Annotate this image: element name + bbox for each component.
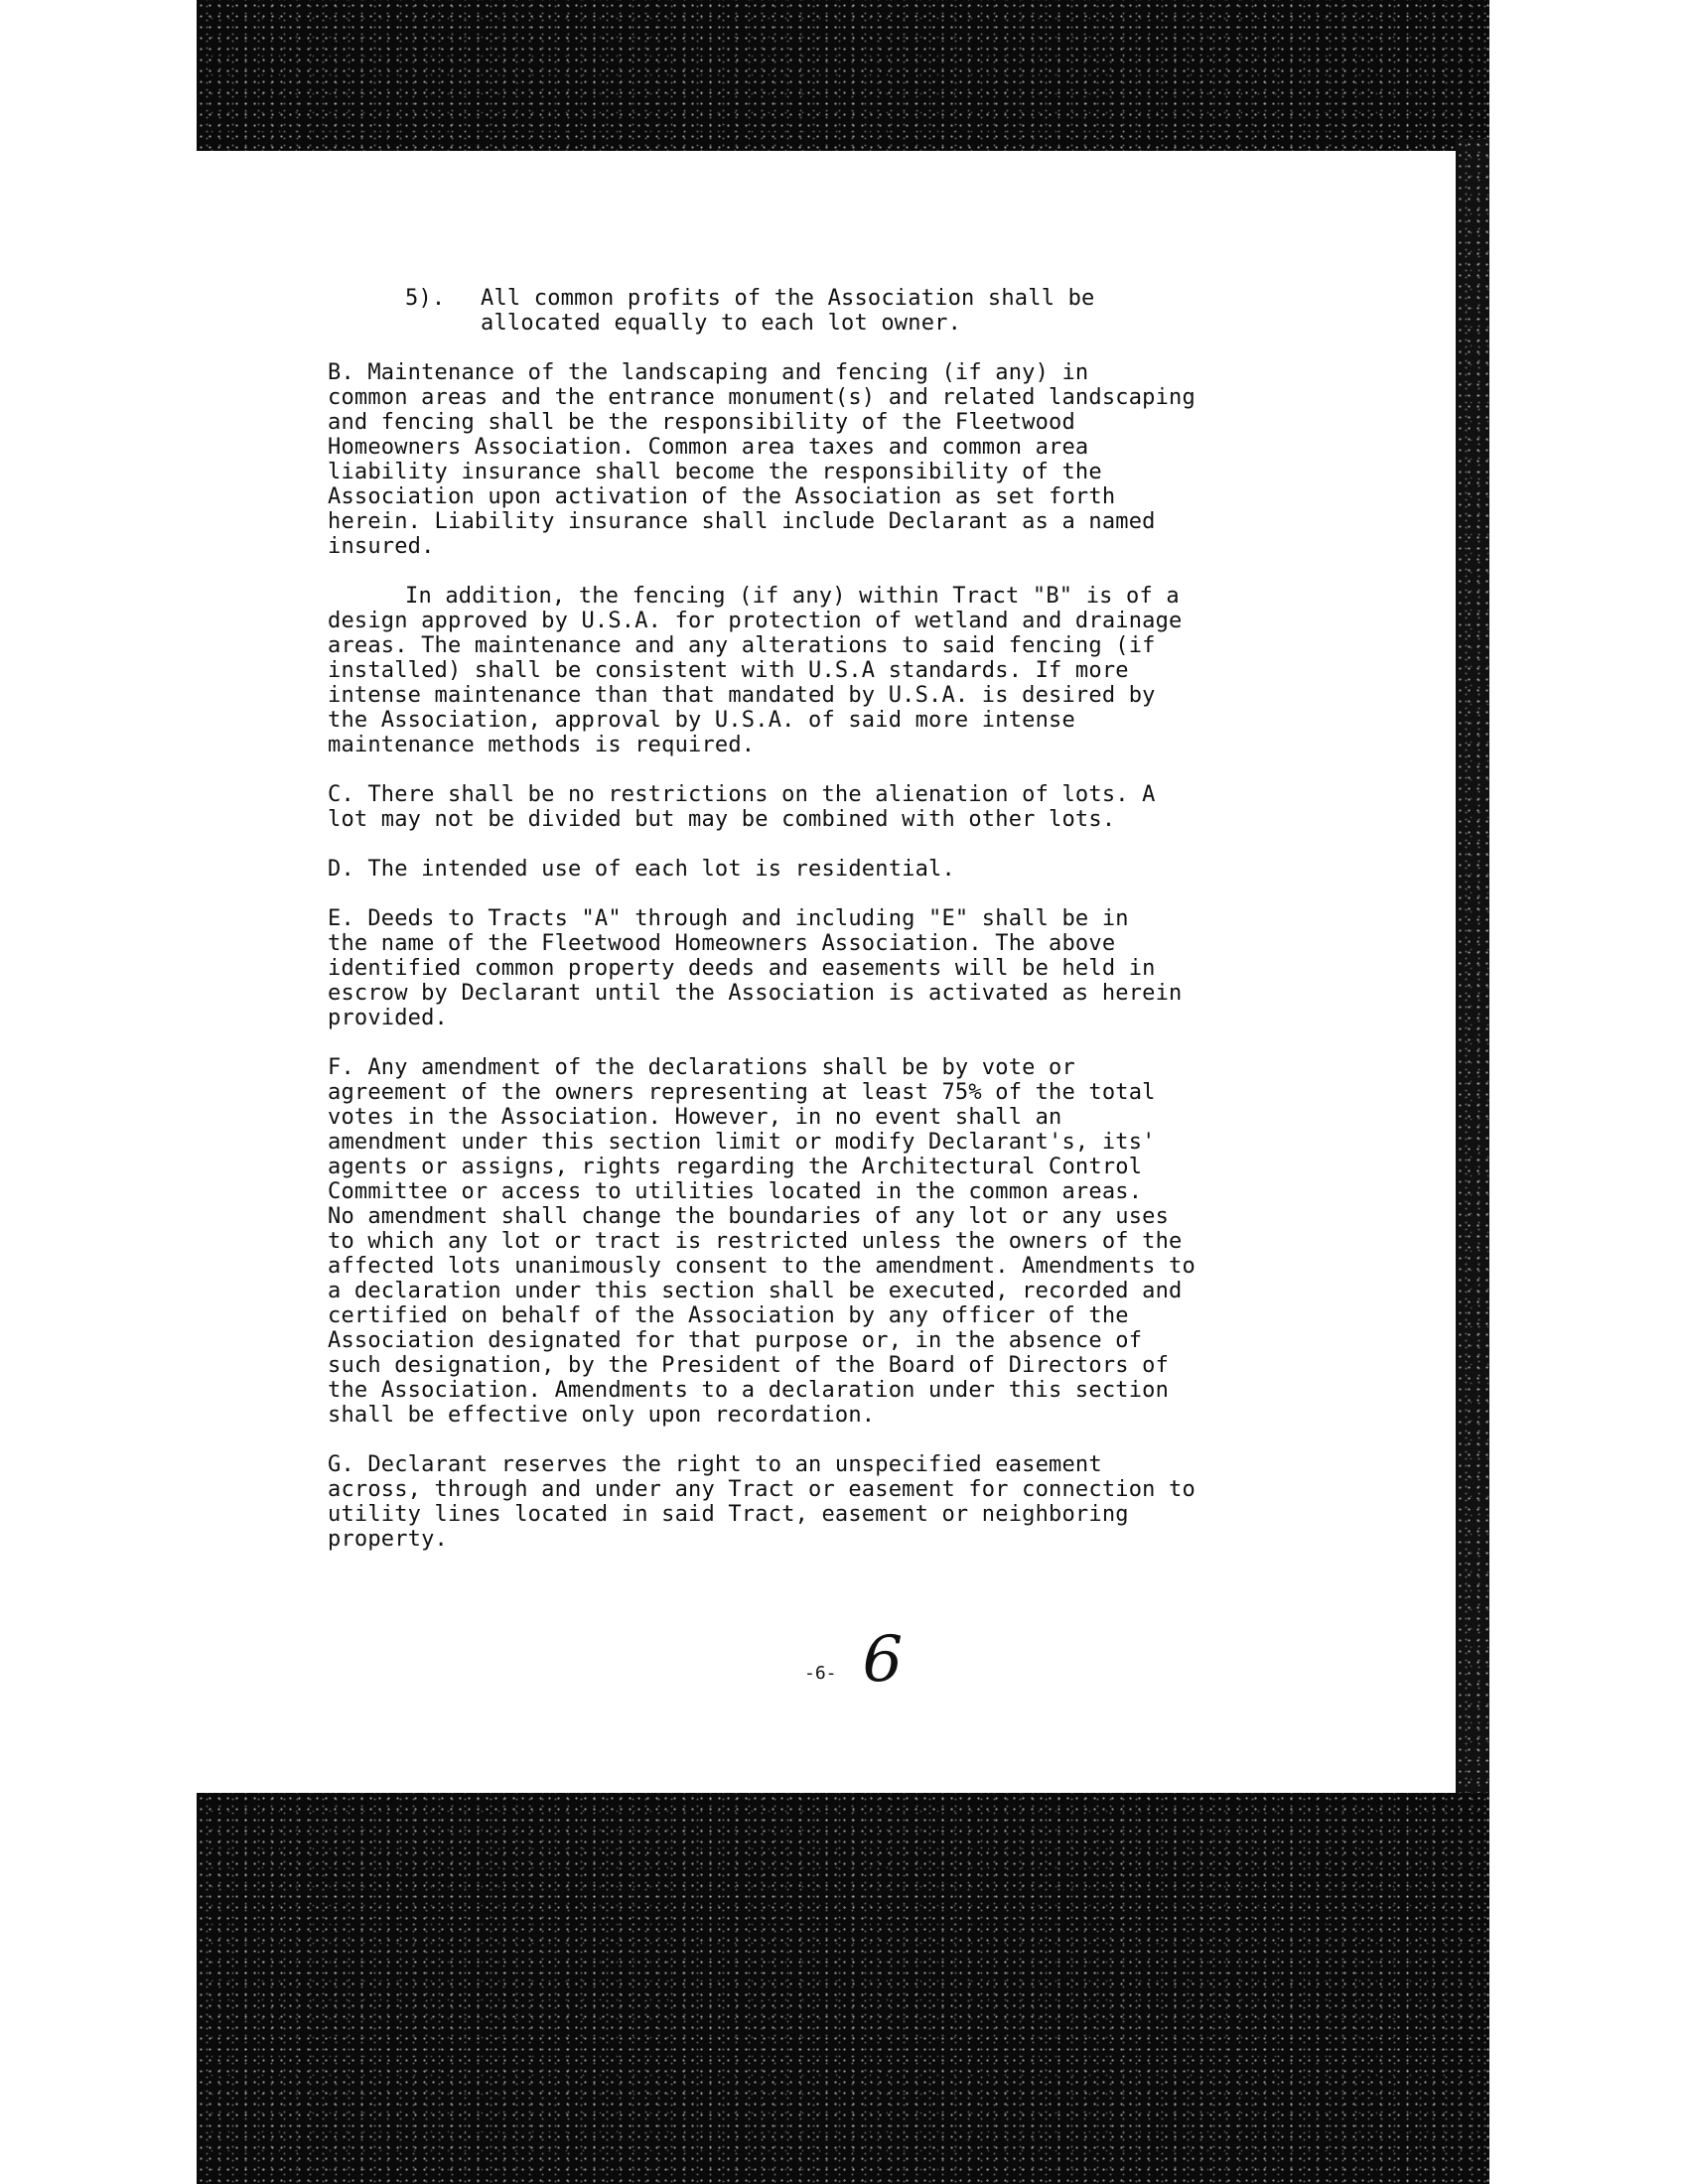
paragraph-c: C. There shall be no restrictions on the alienation of lots. A lot may not be divided but may be combined with other lots. <box>328 782 1156 832</box>
page-margin <box>0 0 197 2184</box>
paragraph-g: G. Declarant reserves the right to an unspecified easement across, through and under any Tract or easement for connection to utility lines located in said Tract, easement or neighboring property. <box>328 1452 1196 1552</box>
paragraph-d: D. The intended use of each lot is residential. <box>328 857 955 882</box>
document-body <box>328 286 1331 1552</box>
paragraph-e: E. Deeds to Tracts "A" through and including "E" shall be in the name of the Fleetwood Homeowners Association. The above identified common property deeds and easements will be held in escrow by Declarant until the Association is activated as herein provided. <box>328 906 1183 1030</box>
paragraph-b: B. Maintenance of the landscaping and fencing (if any) in common areas and the entrance monument(s) and related landscaping and fencing shall be the responsibility of the Fleetwood Homeowners Association. Common area taxes and common area liability insurance shall become the responsibility of the Association upon activation of the Association as set forth herein. Liability insurance shall include Declarant as a named insured. <box>328 360 1196 559</box>
list-item-text: All common profits of the Association shall be allocated equally to each lot owner. <box>481 286 1095 336</box>
scan-border-top <box>197 0 1489 151</box>
paragraph-b-addendum: In addition, the fencing (if any) within Tract "B" is of a design approved by U.S.A. for protection of wetland and drainage areas. The maintenance and any alterations to said fencing (if installed) shall be consistent with U.S.A standards. If more intense maintenance than that mandated by U.S.A. is desired by the Association, approval by U.S.A. of said more intense maintenance methods is required. <box>328 584 1183 757</box>
scan-border-right <box>1456 139 1489 1807</box>
list-item-number: 5). <box>405 286 446 311</box>
paragraph-f: F. Any amendment of the declarations shall be by vote or agreement of the owners representing at least 75% of the total votes in the Association. However, in no event shall an amendment under this section limit or modify Declarant's, its' agents or assigns, rights regarding the Architectural Control Committee or access to utilities located in the common areas. No amendment shall change the boundaries of any lot or any uses to which any lot or tract is restricted unless the owners of the affected lots unanimously consent to the amendment. Amendments to a declaration under this section shall be executed, recorded and certified on behalf of the Association by any officer of the Association designated for that purpose or, in the absence of such designation, by the President of the Board of Directors of the Association. Amendments to a declaration under this section shall be effective only upon recordation. <box>328 1055 1196 1428</box>
handwritten-page-number: 6 <box>862 1623 904 1697</box>
page-number: -6- <box>804 1663 837 1684</box>
page-footer <box>804 1623 904 1697</box>
scan-border-bottom <box>197 1793 1489 2184</box>
list-item-5 <box>405 286 1331 336</box>
